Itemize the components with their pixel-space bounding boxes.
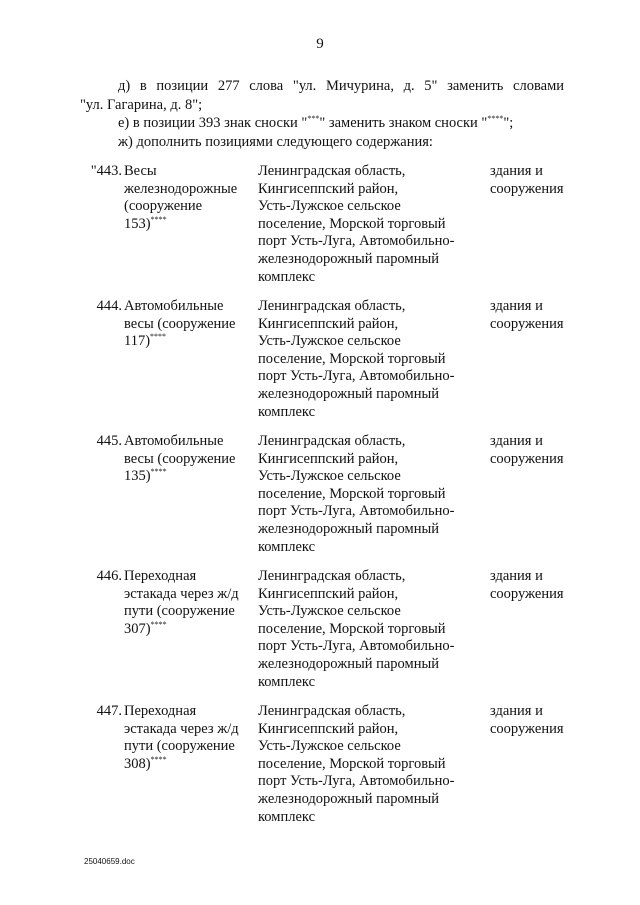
object-name-line: Весы bbox=[124, 163, 157, 179]
category-line: сооружения bbox=[490, 585, 564, 602]
category-line: сооружения bbox=[490, 720, 564, 737]
object-category bbox=[490, 568, 610, 603]
object-location bbox=[258, 433, 478, 556]
location-line: Усть-Лужское сельское bbox=[258, 468, 401, 485]
location-line: поселение, Морской торговый bbox=[258, 350, 446, 367]
location-line: Усть-Лужское сельское bbox=[258, 603, 401, 620]
object-name-line bbox=[124, 756, 252, 774]
object-name-line bbox=[124, 333, 252, 351]
footnote-mark: **** bbox=[150, 467, 167, 477]
category-line: здания и bbox=[490, 703, 543, 719]
paragraph-zh: ж) дополнить позициями следующего содержания: bbox=[118, 134, 433, 150]
object-name bbox=[124, 433, 252, 486]
object-name-line: эстакада через ж/д bbox=[124, 720, 239, 737]
object-name-line: Переходная bbox=[124, 568, 197, 584]
object-location bbox=[258, 163, 478, 286]
location-line: железнодорожный паромный bbox=[258, 250, 439, 267]
object-name-line: весы (сооружение bbox=[124, 450, 236, 467]
location-line: Усть-Лужское сельское bbox=[258, 198, 401, 215]
object-location bbox=[258, 703, 478, 826]
location-line: порт Усть-Луга, Автомобильно- bbox=[258, 503, 455, 520]
paragraph-d: д) в позиции 277 слова "ул. Мичурина, д. 5" заменить словами bbox=[118, 78, 564, 94]
object-name-line: Автомобильные bbox=[124, 298, 224, 314]
object-name-line: (сооружение bbox=[124, 198, 203, 215]
object-name-line: эстакада через ж/д bbox=[124, 585, 239, 602]
position-number: "443. bbox=[90, 163, 122, 179]
location-line: комплекс bbox=[258, 538, 316, 555]
location-line: поселение, Морской торговый bbox=[258, 620, 446, 637]
position-entry bbox=[0, 298, 640, 433]
object-name-line bbox=[124, 468, 252, 486]
location-line: железнодорожный паромный bbox=[258, 655, 439, 672]
page-number: 9 bbox=[316, 36, 324, 52]
position-number: 445. bbox=[96, 433, 122, 449]
location-line: поселение, Морской торговый bbox=[258, 485, 446, 502]
positions-list bbox=[0, 163, 640, 838]
location-line: порт Усть-Луга, Автомобильно- bbox=[258, 233, 455, 250]
location-line: Ленинградская область, bbox=[258, 568, 406, 584]
object-name-line: весы (сооружение bbox=[124, 315, 236, 332]
object-name-line: пути (сооружение bbox=[124, 738, 235, 755]
object-location bbox=[258, 298, 478, 421]
position-number: 444. bbox=[96, 298, 122, 314]
structure-number: 117) bbox=[124, 333, 151, 350]
category-line: сооружения bbox=[490, 450, 564, 467]
position-entry bbox=[0, 163, 640, 298]
location-line: Кингисеппский район, bbox=[258, 585, 399, 602]
paragraph-e-end: "; bbox=[503, 115, 514, 131]
location-line: железнодорожный паромный bbox=[258, 520, 439, 537]
location-line: Усть-Лужское сельское bbox=[258, 333, 401, 350]
position-entry bbox=[0, 703, 640, 838]
location-line: комплекс bbox=[258, 673, 316, 690]
location-line: комплекс bbox=[258, 403, 316, 420]
location-line: Ленинградская область, bbox=[258, 433, 406, 449]
location-line: Усть-Лужское сельское bbox=[258, 738, 401, 755]
structure-number: 307) bbox=[124, 620, 151, 637]
location-line: Ленинградская область, bbox=[258, 163, 406, 179]
footnote-mark: **** bbox=[487, 114, 504, 123]
location-line: железнодорожный паромный bbox=[258, 385, 439, 402]
category-line: здания и bbox=[490, 298, 543, 314]
location-line: Кингисеппский район, bbox=[258, 180, 399, 197]
location-line: Ленинградская область, bbox=[258, 298, 406, 314]
category-line: сооружения bbox=[490, 315, 564, 332]
footnote-mark: *** bbox=[307, 114, 320, 123]
paragraph-e-start: е) в позиции 393 знак сноски " bbox=[118, 115, 308, 131]
object-name bbox=[124, 703, 252, 773]
object-category bbox=[490, 433, 610, 468]
object-name-line: Переходная bbox=[124, 703, 197, 719]
structure-number: 308) bbox=[124, 755, 151, 772]
location-line: железнодорожный паромный bbox=[258, 790, 439, 807]
location-line: поселение, Морской торговый bbox=[258, 215, 446, 232]
location-line: комплекс bbox=[258, 808, 316, 825]
location-line: порт Усть-Луга, Автомобильно- bbox=[258, 368, 455, 385]
object-name-line: железнодорожные bbox=[124, 180, 238, 197]
position-entry bbox=[0, 433, 640, 568]
object-category bbox=[490, 298, 610, 333]
object-name bbox=[124, 163, 252, 233]
category-line: здания и bbox=[490, 163, 543, 179]
location-line: Кингисеппский район, bbox=[258, 450, 399, 467]
position-number: 447. bbox=[96, 703, 122, 719]
location-line: поселение, Морской торговый bbox=[258, 755, 446, 772]
object-name-line: пути (сооружение bbox=[124, 603, 235, 620]
location-line: Ленинградская область, bbox=[258, 703, 406, 719]
location-line: Кингисеппский район, bbox=[258, 720, 399, 737]
footnote-mark: **** bbox=[150, 619, 167, 629]
structure-number: 135) bbox=[124, 468, 151, 485]
object-category bbox=[490, 163, 610, 198]
location-line: комплекс bbox=[258, 268, 316, 285]
location-line: порт Усть-Луга, Автомобильно- bbox=[258, 638, 455, 655]
paragraph-e-middle: " заменить знаком сноски " bbox=[319, 115, 488, 131]
footnote-mark: **** bbox=[150, 214, 167, 224]
footnote-mark: **** bbox=[150, 332, 167, 342]
location-line: Кингисеппский район, bbox=[258, 315, 399, 332]
document-filename: 25040659.doc bbox=[84, 857, 135, 866]
category-line: здания и bbox=[490, 433, 543, 449]
position-number: 446. bbox=[96, 568, 122, 584]
object-name-line bbox=[124, 216, 252, 234]
footnote-mark: **** bbox=[150, 754, 167, 764]
structure-number: 153) bbox=[124, 215, 151, 232]
location-line: порт Усть-Луга, Автомобильно- bbox=[258, 773, 455, 790]
paragraph-e bbox=[118, 114, 513, 133]
object-location bbox=[258, 568, 478, 691]
object-name bbox=[124, 568, 252, 638]
position-entry bbox=[0, 568, 640, 703]
object-name bbox=[124, 298, 252, 351]
category-line: здания и bbox=[490, 568, 543, 584]
object-name-line bbox=[124, 621, 252, 639]
object-name-line: Автомобильные bbox=[124, 433, 224, 449]
paragraph-d-continuation: "ул. Гагарина, д. 8"; bbox=[80, 97, 203, 113]
object-category bbox=[490, 703, 610, 738]
category-line: сооружения bbox=[490, 180, 564, 197]
